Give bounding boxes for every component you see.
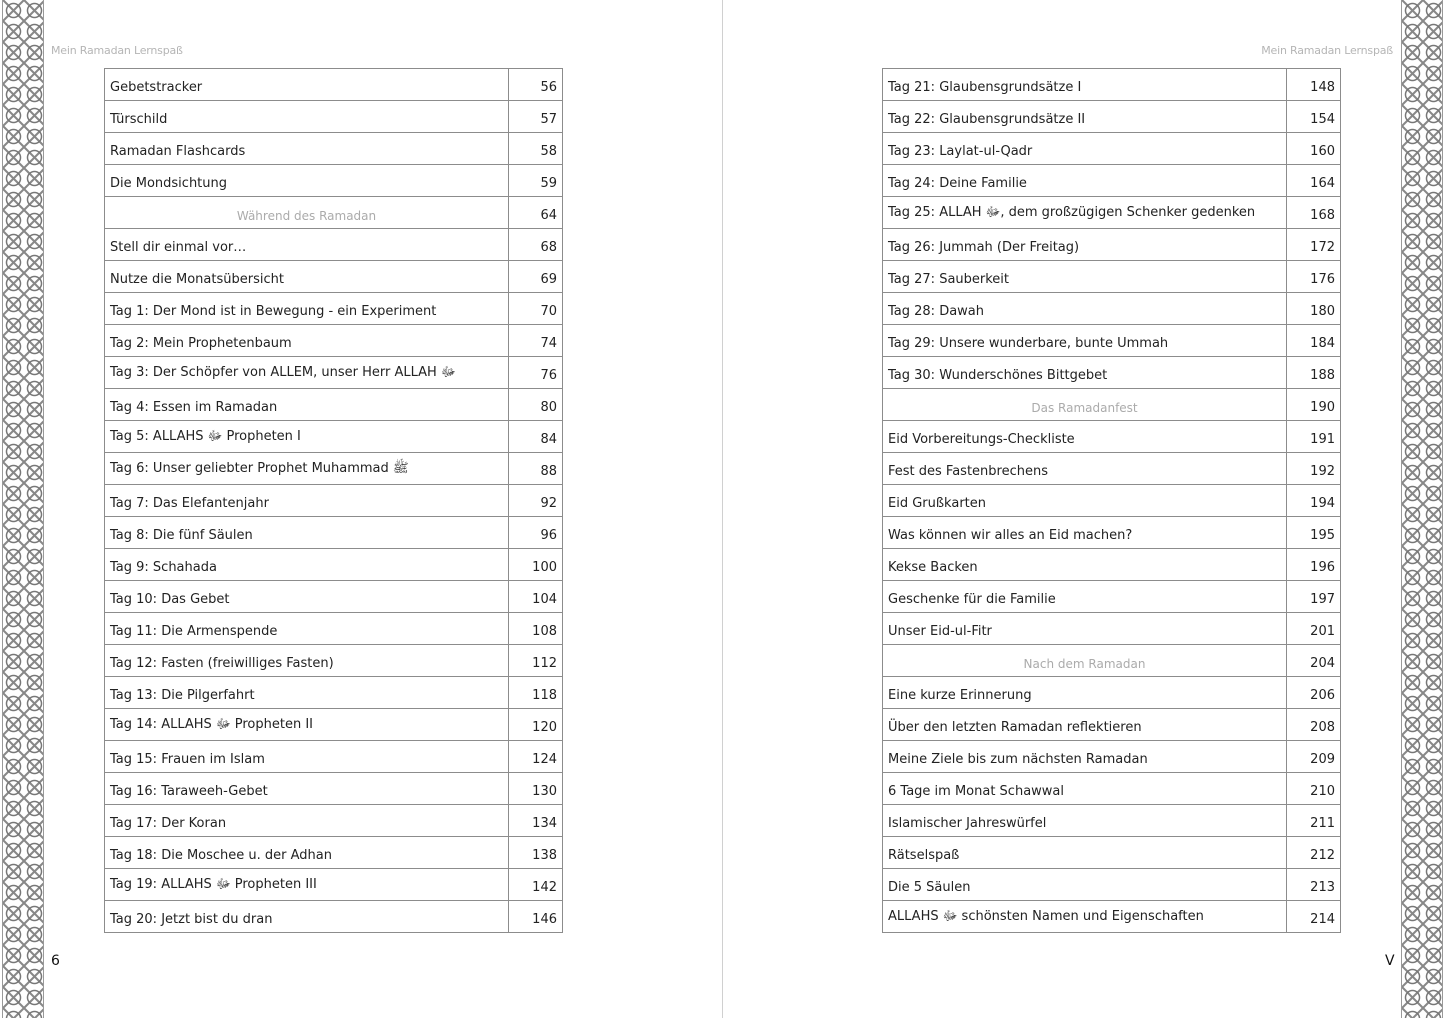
toc-row [883,261,1341,293]
page-number-right: V [1385,953,1395,969]
toc-entry-page: 188 [1287,357,1341,389]
toc-row [105,677,563,709]
toc-row [883,837,1341,869]
toc-entry-title: Tag 9: Schahada [105,549,509,581]
toc-entry-title: Die 5 Säulen [883,869,1287,901]
toc-entry-page: 58 [509,133,563,165]
toc-row [883,901,1341,933]
toc-row [105,581,563,613]
toc-table-right [882,68,1341,933]
toc-entry-page: 80 [509,389,563,421]
toc-row [105,485,563,517]
toc-row [883,869,1341,901]
toc-row [883,805,1341,837]
toc-row [105,517,563,549]
toc-entry-title: ALLAHS ﷻ schönsten Namen und Eigenschaften [883,901,1287,933]
toc-entry-page: 92 [509,485,563,517]
toc-entry-title: Tag 5: ALLAHS ﷻ Propheten I [105,421,509,453]
toc-entry-page: 180 [1287,293,1341,325]
toc-entry-page: 184 [1287,325,1341,357]
toc-entry-title: Stell dir einmal vor… [105,229,509,261]
toc-row [105,325,563,357]
toc-entry-page: 112 [509,645,563,677]
toc-entry-page: 88 [509,453,563,485]
toc-row [883,133,1341,165]
toc-row [883,357,1341,389]
toc-entry-page: 146 [509,901,563,933]
toc-entry-page: 194 [1287,485,1341,517]
toc-entry-title: Tag 14: ALLAHS ﷻ Propheten II [105,709,509,741]
toc-entry-page: 204 [1287,645,1341,677]
toc-entry-title: Fest des Fastenbrechens [883,453,1287,485]
toc-entry-page: 64 [509,197,563,229]
toc-row [883,549,1341,581]
toc-row [105,389,563,421]
toc-entry-title: Über den letzten Ramadan reflektieren [883,709,1287,741]
decorative-border-left [2,0,44,1018]
toc-row [883,485,1341,517]
toc-entry-title: Tag 19: ALLAHS ﷻ Propheten III [105,869,509,901]
toc-row [105,837,563,869]
toc-entry-title: Tag 20: Jetzt bist du dran [105,901,509,933]
toc-entry-title: Tag 8: Die fünf Säulen [105,517,509,549]
toc-entry-title: Tag 26: Jummah (Der Freitag) [883,229,1287,261]
toc-entry-page: 74 [509,325,563,357]
toc-row [883,165,1341,197]
toc-entry-title: Tag 25: ALLAH ﷻ, dem großzügigen Schenker gedenken [883,197,1287,229]
toc-row [883,741,1341,773]
toc-row [883,101,1341,133]
toc-row [105,293,563,325]
toc-row [105,773,563,805]
toc-entry-page: 160 [1287,133,1341,165]
toc-entry-title: Tag 30: Wunderschönes Bittgebet [883,357,1287,389]
toc-entry-title: Tag 4: Essen im Ramadan [105,389,509,421]
toc-entry-title: Islamischer Jahreswürfel [883,805,1287,837]
toc-row [105,261,563,293]
toc-row [883,325,1341,357]
toc-entry-title: Tag 17: Der Koran [105,805,509,837]
toc-entry-title: Tag 1: Der Mond ist in Bewegung - ein Experiment [105,293,509,325]
toc-row [883,613,1341,645]
toc-entry-page: 206 [1287,677,1341,709]
toc-entry-title: Meine Ziele bis zum nächsten Ramadan [883,741,1287,773]
toc-entry-page: 68 [509,229,563,261]
toc-entry-page: 69 [509,261,563,293]
page-number-left: 6 [51,953,60,969]
toc-entry-title: Tag 12: Fasten (freiwilliges Fasten) [105,645,509,677]
toc-entry-page: 197 [1287,581,1341,613]
toc-entry-page: 57 [509,101,563,133]
toc-row [105,453,563,485]
toc-entry-title: Türschild [105,101,509,133]
toc-entry-title: Tag 2: Mein Prophetenbaum [105,325,509,357]
toc-entry-title: Die Mondsichtung [105,165,509,197]
toc-entry-page: 196 [1287,549,1341,581]
toc-entry-title: Eid Grußkarten [883,485,1287,517]
toc-entry-title: Tag 15: Frauen im Islam [105,741,509,773]
toc-entry-page: 96 [509,517,563,549]
toc-entry-title: Tag 6: Unser geliebter Prophet Muhammad ﷺ [105,453,509,485]
toc-entry-page: 76 [509,357,563,389]
toc-section-title: Nach dem Ramadan [883,645,1287,677]
toc-row [883,197,1341,229]
toc-row [105,741,563,773]
toc-entry-title: Tag 28: Dawah [883,293,1287,325]
toc-row [883,517,1341,549]
toc-entry-title: Eid Vorbereitungs-Checkliste [883,421,1287,453]
toc-entry-page: 168 [1287,197,1341,229]
decorative-border-right [1401,0,1443,1018]
toc-section-row [883,389,1341,421]
toc-entry-title: Tag 29: Unsere wunderbare, bunte Ummah [883,325,1287,357]
toc-entry-page: 104 [509,581,563,613]
toc-entry-page: 210 [1287,773,1341,805]
toc-entry-page: 208 [1287,709,1341,741]
toc-row [883,69,1341,101]
toc-entry-title: Tag 18: Die Moschee u. der Adhan [105,837,509,869]
toc-entry-page: 148 [1287,69,1341,101]
toc-entry-title: Nutze die Monatsübersicht [105,261,509,293]
toc-row [883,229,1341,261]
toc-entry-title: Unser Eid-ul-Fitr [883,613,1287,645]
toc-entry-page: 211 [1287,805,1341,837]
toc-row [105,421,563,453]
toc-entry-page: 214 [1287,901,1341,933]
toc-entry-page: 213 [1287,869,1341,901]
toc-entry-title: Tag 7: Das Elefantenjahr [105,485,509,517]
toc-entry-title: Tag 24: Deine Familie [883,165,1287,197]
toc-entry-page: 108 [509,613,563,645]
toc-row [883,293,1341,325]
toc-entry-page: 209 [1287,741,1341,773]
toc-row [883,677,1341,709]
toc-entry-page: 212 [1287,837,1341,869]
toc-entry-page: 191 [1287,421,1341,453]
toc-row [883,421,1341,453]
toc-entry-title: Ramadan Flashcards [105,133,509,165]
toc-entry-title: Tag 22: Glaubensgrundsätze II [883,101,1287,133]
toc-entry-title: Rätselspaß [883,837,1287,869]
toc-entry-title: Tag 3: Der Schöpfer von ALLEM, unser Herr ALLAH ﷻ [105,357,509,389]
toc-entry-page: 190 [1287,389,1341,421]
page-spine [722,0,723,1018]
toc-entry-title: Tag 16: Taraweeh-Gebet [105,773,509,805]
toc-section-row [883,645,1341,677]
toc-row [105,69,563,101]
toc-entry-page: 164 [1287,165,1341,197]
toc-row [105,229,563,261]
toc-entry-page: 134 [509,805,563,837]
toc-entry-page: 201 [1287,613,1341,645]
toc-entry-page: 100 [509,549,563,581]
toc-row [883,581,1341,613]
toc-entry-page: 56 [509,69,563,101]
toc-entry-title: Tag 23: Laylat-ul-Qadr [883,133,1287,165]
toc-row [883,453,1341,485]
toc-row [105,805,563,837]
toc-entry-page: 124 [509,741,563,773]
toc-entry-title: Was können wir alles an Eid machen? [883,517,1287,549]
toc-section-title: Das Ramadanfest [883,389,1287,421]
toc-section-row [105,197,563,229]
toc-entry-title: Tag 11: Die Armenspende [105,613,509,645]
toc-row [105,613,563,645]
running-header-left: Mein Ramadan Lernspaß [51,44,183,57]
toc-section-title: Während des Ramadan [105,197,509,229]
toc-row [105,869,563,901]
toc-entry-page: 192 [1287,453,1341,485]
toc-entry-title: Tag 10: Das Gebet [105,581,509,613]
toc-entry-page: 59 [509,165,563,197]
toc-entry-page: 172 [1287,229,1341,261]
toc-entry-page: 154 [1287,101,1341,133]
toc-entry-title: 6 Tage im Monat Schawwal [883,773,1287,805]
toc-entry-page: 118 [509,677,563,709]
toc-row [105,901,563,933]
toc-row [883,773,1341,805]
toc-entry-page: 138 [509,837,563,869]
toc-row [105,133,563,165]
toc-entry-title: Tag 13: Die Pilgerfahrt [105,677,509,709]
running-header-right: Mein Ramadan Lernspaß [1261,44,1393,57]
toc-entry-title: Tag 27: Sauberkeit [883,261,1287,293]
toc-entry-title: Gebetstracker [105,69,509,101]
toc-entry-page: 130 [509,773,563,805]
toc-entry-page: 120 [509,709,563,741]
toc-row [105,645,563,677]
toc-row [105,357,563,389]
toc-entry-title: Kekse Backen [883,549,1287,581]
toc-entry-page: 195 [1287,517,1341,549]
toc-row [105,549,563,581]
toc-entry-page: 84 [509,421,563,453]
toc-entry-title: Tag 21: Glaubensgrundsätze I [883,69,1287,101]
toc-row [105,709,563,741]
toc-entry-page: 142 [509,869,563,901]
toc-entry-page: 70 [509,293,563,325]
toc-entry-title: Eine kurze Erinnerung [883,677,1287,709]
toc-row [105,165,563,197]
toc-row [105,101,563,133]
toc-table-left [104,68,563,933]
toc-row [883,709,1341,741]
toc-entry-title: Geschenke für die Familie [883,581,1287,613]
toc-entry-page: 176 [1287,261,1341,293]
